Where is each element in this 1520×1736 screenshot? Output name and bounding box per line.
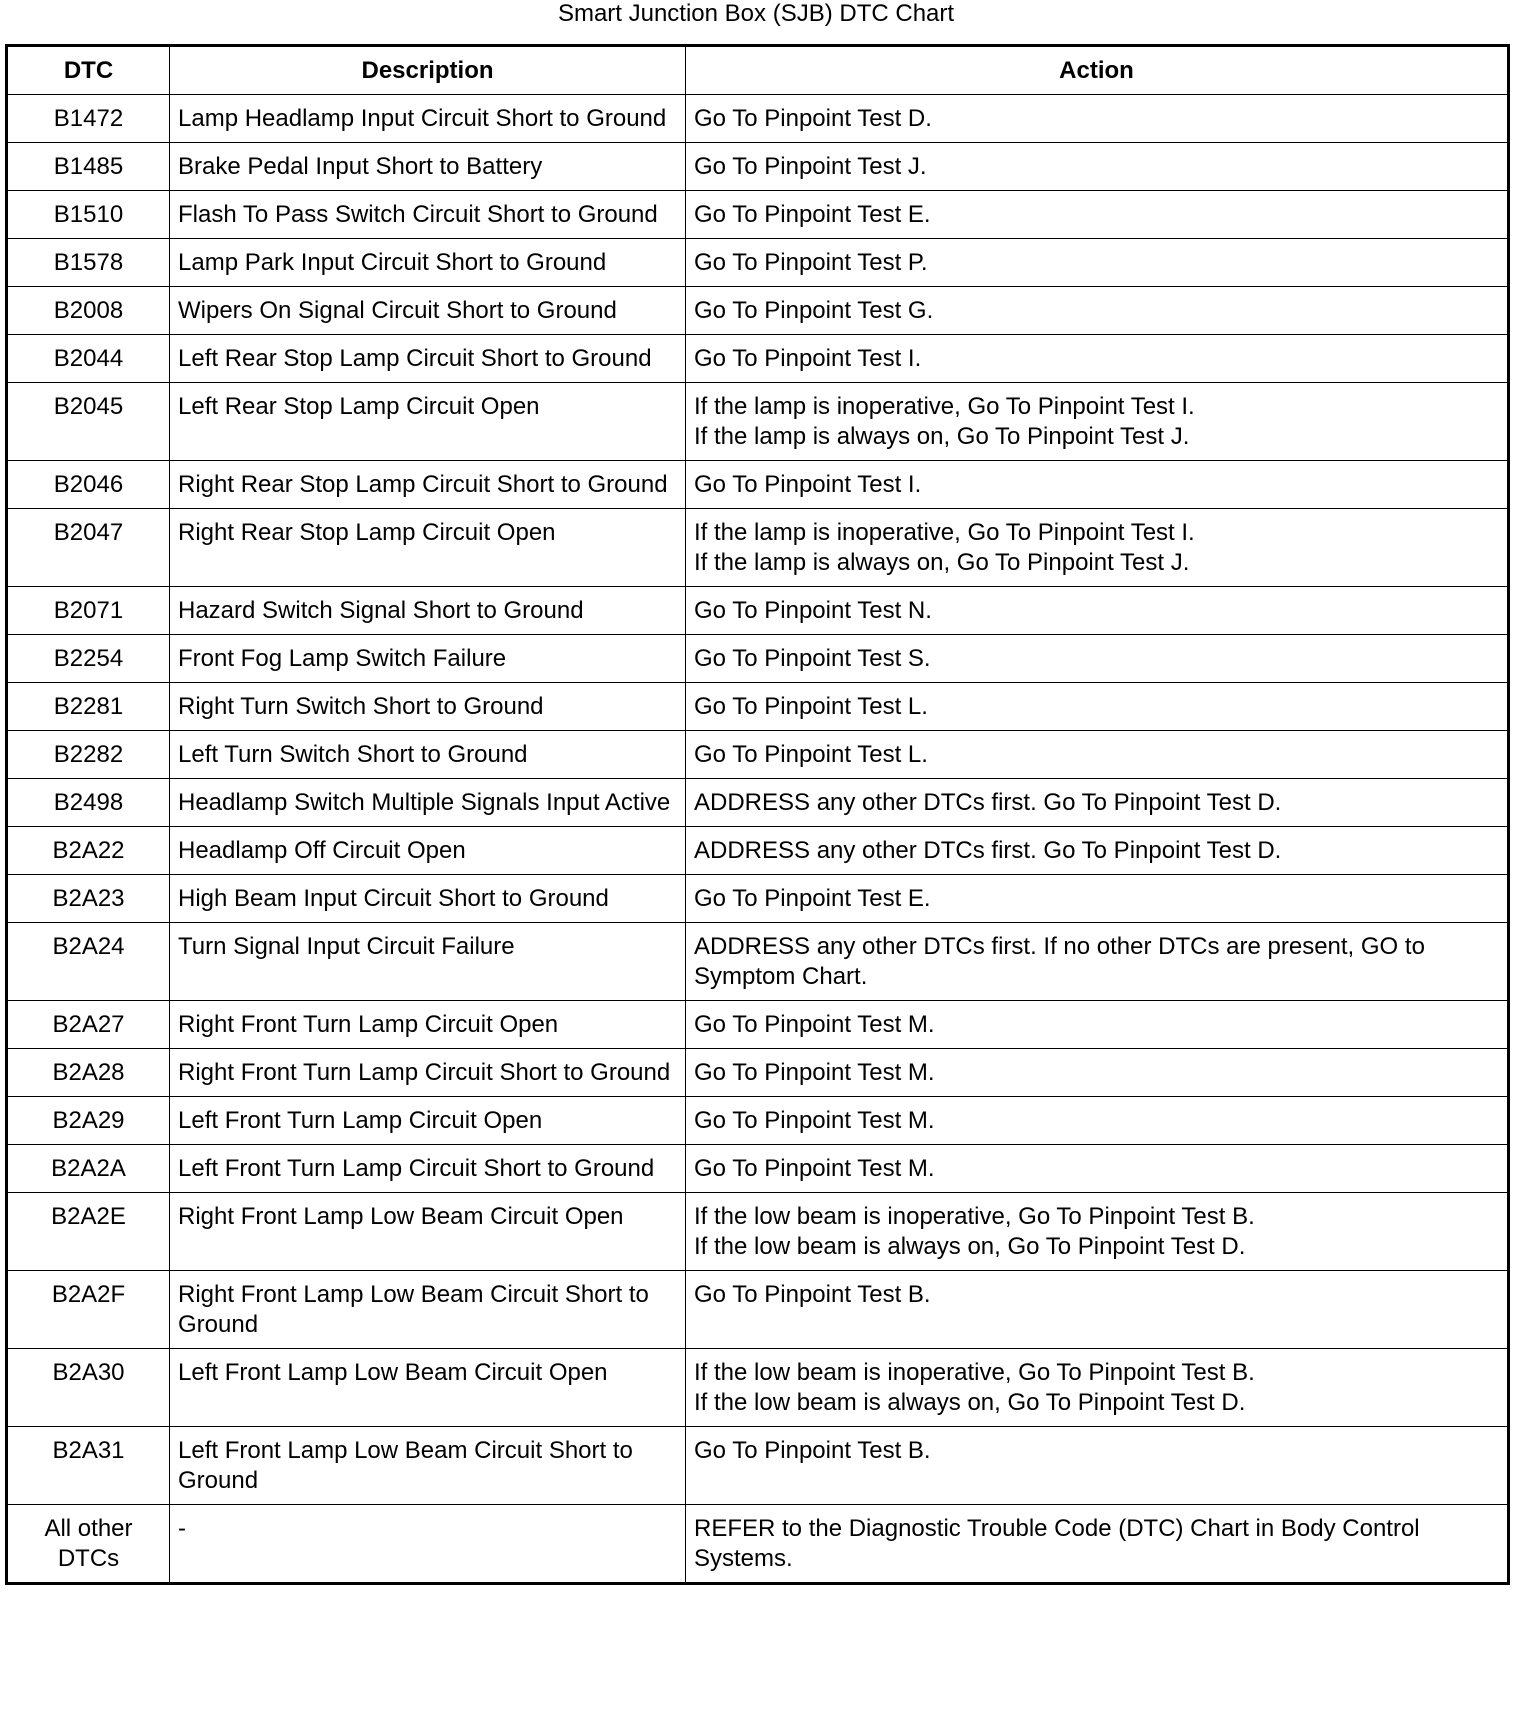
action-text-line: Go To Pinpoint Test J. (694, 153, 927, 180)
dtc-code-cell: B2A2F (7, 1271, 170, 1349)
description-cell: Left Front Turn Lamp Circuit Short to Ground (170, 1145, 686, 1193)
action-text-line: If the lamp is inoperative, Go To Pinpoint Test I. (694, 519, 1195, 546)
dtc-code-cell: B2046 (7, 461, 170, 509)
action-text-line: If the lamp is inoperative, Go To Pinpoint Test I. (694, 393, 1195, 420)
description-cell: Brake Pedal Input Short to Battery (170, 143, 686, 191)
table-header-row (7, 46, 1509, 95)
table-row (7, 923, 1509, 1001)
action-cell (686, 1001, 1509, 1049)
dtc-code-cell: B2A30 (7, 1349, 170, 1427)
description-cell: Right Front Turn Lamp Circuit Short to Ground (170, 1049, 686, 1097)
table-row (7, 1193, 1509, 1271)
table-row (7, 335, 1509, 383)
dtc-code-cell: B2A23 (7, 875, 170, 923)
description-cell: Right Front Turn Lamp Circuit Open (170, 1001, 686, 1049)
description-cell: Left Front Lamp Low Beam Circuit Open (170, 1349, 686, 1427)
action-text-line: Go To Pinpoint Test L. (694, 741, 928, 768)
table-row (7, 95, 1509, 143)
dtc-code-cell: B2A2A (7, 1145, 170, 1193)
page-title: Smart Junction Box (SJB) DTC Chart (557, 0, 955, 27)
table-row (7, 287, 1509, 335)
action-cell (686, 383, 1509, 461)
table-row (7, 635, 1509, 683)
dtc-code-cell: B2047 (7, 509, 170, 587)
action-cell (686, 635, 1509, 683)
table-row (7, 683, 1509, 731)
table-row (7, 779, 1509, 827)
dtc-code-cell: B2045 (7, 383, 170, 461)
action-text-line: Go To Pinpoint Test B. (694, 1281, 931, 1308)
action-text-line: Go To Pinpoint Test M. (694, 1059, 935, 1086)
description-cell: Flash To Pass Switch Circuit Short to Ground (170, 191, 686, 239)
table-row (7, 461, 1509, 509)
action-text-line: ADDRESS any other DTCs first. Go To Pinpoint Test D. (694, 837, 1282, 864)
description-cell: Headlamp Off Circuit Open (170, 827, 686, 875)
action-text-line: If the lamp is always on, Go To Pinpoint Test J. (694, 549, 1190, 576)
action-text-line: REFER to the Diagnostic Trouble Code (DTC) Chart in Body Control Systems. (694, 1515, 1420, 1572)
description-cell: Headlamp Switch Multiple Signals Input Active (170, 779, 686, 827)
action-text-line: If the low beam is always on, Go To Pinpoint Test D. (694, 1389, 1246, 1416)
table-row (7, 383, 1509, 461)
table-row (7, 731, 1509, 779)
action-text-line: Go To Pinpoint Test I. (694, 471, 922, 498)
description-cell: Right Front Lamp Low Beam Circuit Short to Ground (170, 1271, 686, 1349)
table-row (7, 875, 1509, 923)
action-text-line: If the low beam is always on, Go To Pinpoint Test D. (694, 1233, 1246, 1260)
action-text-line: Go To Pinpoint Test G. (694, 297, 934, 324)
dtc-code-cell: B2281 (7, 683, 170, 731)
column-header-description: Description (170, 46, 686, 95)
dtc-code-cell: B2A22 (7, 827, 170, 875)
action-cell (686, 683, 1509, 731)
table-row (7, 1049, 1509, 1097)
action-text-line: If the lamp is always on, Go To Pinpoint Test J. (694, 423, 1190, 450)
action-cell (686, 731, 1509, 779)
action-cell (686, 287, 1509, 335)
action-text-line: Go To Pinpoint Test E. (694, 885, 931, 912)
action-cell (686, 509, 1509, 587)
description-cell: Right Turn Switch Short to Ground (170, 683, 686, 731)
dtc-table (5, 44, 1510, 1585)
action-cell (686, 191, 1509, 239)
description-cell: Right Rear Stop Lamp Circuit Short to Ground (170, 461, 686, 509)
action-cell (686, 239, 1509, 287)
action-text-line: Go To Pinpoint Test D. (694, 105, 932, 132)
table-row (7, 1145, 1509, 1193)
table-row (7, 827, 1509, 875)
dtc-code-cell: B2A27 (7, 1001, 170, 1049)
column-header-dtc: DTC (7, 46, 170, 95)
action-text-line: Go To Pinpoint Test E. (694, 201, 931, 228)
action-cell (686, 1271, 1509, 1349)
table-row (7, 587, 1509, 635)
action-cell (686, 461, 1509, 509)
dtc-code-cell: B1578 (7, 239, 170, 287)
dtc-code-cell: B2A2E (7, 1193, 170, 1271)
action-text-line: ADDRESS any other DTCs first. Go To Pinpoint Test D. (694, 789, 1282, 816)
description-cell: Lamp Park Input Circuit Short to Ground (170, 239, 686, 287)
column-header-action: Action (686, 46, 1509, 95)
action-text-line: Go To Pinpoint Test M. (694, 1107, 935, 1134)
description-cell: Hazard Switch Signal Short to Ground (170, 587, 686, 635)
table-row (7, 1001, 1509, 1049)
dtc-code-cell: All other DTCs (7, 1505, 170, 1584)
description-cell: Left Rear Stop Lamp Circuit Short to Ground (170, 335, 686, 383)
action-cell (686, 335, 1509, 383)
table-row (7, 191, 1509, 239)
dtc-code-cell: B2044 (7, 335, 170, 383)
description-cell: Left Turn Switch Short to Ground (170, 731, 686, 779)
description-cell: Wipers On Signal Circuit Short to Ground (170, 287, 686, 335)
action-cell (686, 827, 1509, 875)
dtc-code-cell: B2A28 (7, 1049, 170, 1097)
action-cell (686, 875, 1509, 923)
action-cell (686, 1193, 1509, 1271)
description-cell: Right Front Lamp Low Beam Circuit Open (170, 1193, 686, 1271)
action-cell (686, 95, 1509, 143)
action-text-line: Go To Pinpoint Test N. (694, 597, 932, 624)
dtc-code-cell: B2A29 (7, 1097, 170, 1145)
table-row (7, 1427, 1509, 1505)
action-cell (686, 1049, 1509, 1097)
dtc-code-cell: B1485 (7, 143, 170, 191)
action-cell (686, 1097, 1509, 1145)
action-text-line: Go To Pinpoint Test S. (694, 645, 931, 672)
action-cell (686, 1145, 1509, 1193)
dtc-code-cell: B2282 (7, 731, 170, 779)
action-text-line: If the low beam is inoperative, Go To Pinpoint Test B. (694, 1203, 1255, 1230)
table-row (7, 1505, 1509, 1584)
action-cell (686, 923, 1509, 1001)
description-cell: High Beam Input Circuit Short to Ground (170, 875, 686, 923)
table-row (7, 143, 1509, 191)
action-text-line: Go To Pinpoint Test M. (694, 1155, 935, 1182)
table-row (7, 1349, 1509, 1427)
action-cell (686, 779, 1509, 827)
action-text-line: Go To Pinpoint Test L. (694, 693, 928, 720)
dtc-code-cell: B1510 (7, 191, 170, 239)
action-cell (686, 587, 1509, 635)
table-row (7, 1097, 1509, 1145)
dtc-code-cell: B1472 (7, 95, 170, 143)
description-cell: - (170, 1505, 686, 1584)
description-cell: Lamp Headlamp Input Circuit Short to Ground (170, 95, 686, 143)
description-cell: Left Front Turn Lamp Circuit Open (170, 1097, 686, 1145)
dtc-code-cell: B2A24 (7, 923, 170, 1001)
dtc-code-cell: B2498 (7, 779, 170, 827)
table-body (7, 95, 1509, 1584)
dtc-code-cell: B2071 (7, 587, 170, 635)
dtc-code-cell: B2A31 (7, 1427, 170, 1505)
table-row (7, 509, 1509, 587)
action-cell (686, 1349, 1509, 1427)
action-cell (686, 143, 1509, 191)
description-cell: Front Fog Lamp Switch Failure (170, 635, 686, 683)
action-cell (686, 1505, 1509, 1584)
action-cell (686, 1427, 1509, 1505)
dtc-code-cell: B2008 (7, 287, 170, 335)
dtc-code-cell: B2254 (7, 635, 170, 683)
action-text-line: Go To Pinpoint Test I. (694, 345, 922, 372)
description-cell: Right Rear Stop Lamp Circuit Open (170, 509, 686, 587)
action-text-line: Go To Pinpoint Test M. (694, 1011, 935, 1038)
action-text-line: ADDRESS any other DTCs first. If no other DTCs are present, GO to Symptom Chart. (694, 933, 1425, 990)
description-cell: Turn Signal Input Circuit Failure (170, 923, 686, 1001)
action-text-line: If the low beam is inoperative, Go To Pinpoint Test B. (694, 1359, 1255, 1386)
description-cell: Left Rear Stop Lamp Circuit Open (170, 383, 686, 461)
description-cell: Left Front Lamp Low Beam Circuit Short to Ground (170, 1427, 686, 1505)
table-row (7, 239, 1509, 287)
table-row (7, 1271, 1509, 1349)
action-text-line: Go To Pinpoint Test P. (694, 249, 928, 276)
action-text-line: Go To Pinpoint Test B. (694, 1437, 931, 1464)
